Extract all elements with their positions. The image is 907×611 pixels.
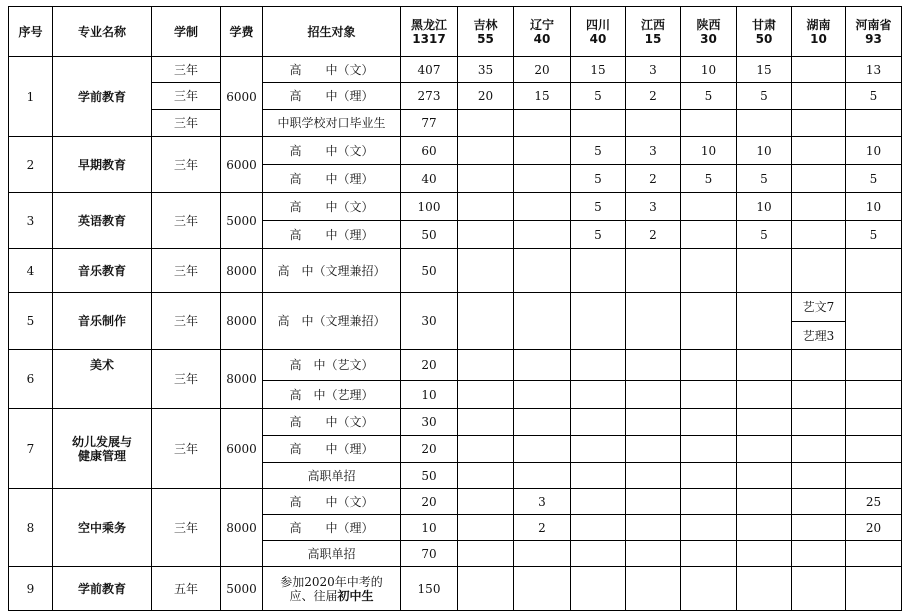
target-prefix: 应、往届 [289,588,338,603]
cell-quota [458,165,514,193]
cell-quota [846,409,902,436]
cell-quota [514,193,571,221]
cell-quota [514,381,571,409]
cell-quota [571,489,626,515]
cell-quota: 20 [514,57,571,83]
cell-quota [458,463,514,489]
cell-quota [737,463,792,489]
cell-target: 高 中（艺理） [263,381,401,409]
cell-quota: 艺文7 [792,293,846,322]
cell-major-name: 音乐教育 [53,249,152,293]
cell-quota: 20 [401,489,458,515]
cell-quota [514,137,571,165]
cell-quota: 60 [401,137,458,165]
province-name: 湖南 [806,17,831,32]
cell-quota [681,489,737,515]
cell-quota [681,409,737,436]
cell-quota: 5 [571,137,626,165]
cell-major-name: 音乐制作 [53,293,152,350]
cell-quota [626,463,681,489]
cell-major-name [53,409,152,489]
cell-length: 三年 [152,57,221,83]
cell-quota [626,249,681,293]
cell-quota [626,436,681,463]
cell-length: 三年 [152,83,221,110]
col-header-province [401,7,458,57]
cell-major-name: 空中乘务 [53,489,152,567]
cell-quota [571,541,626,567]
enrollment-table [8,6,902,611]
cell-quota [571,381,626,409]
col-header-length: 学制 [152,7,221,57]
cell-length: 三年 [152,489,221,567]
cell-quota [681,463,737,489]
cell-quota [737,541,792,567]
cell-quota [514,409,571,436]
cell-quota: 15 [514,83,571,110]
cell-quota: 10 [681,137,737,165]
cell-quota [571,293,626,350]
cell-quota: 艺理3 [792,322,846,350]
cell-quota: 35 [458,57,514,83]
cell-quota: 50 [401,221,458,249]
province-quota: 40 [589,31,607,46]
cell-quota: 3 [514,489,571,515]
cell-quota [458,293,514,350]
cell-quota [458,350,514,381]
cell-quota [458,221,514,249]
cell-quota [458,436,514,463]
table-row [9,409,902,436]
cell-major-name: 早期教育 [53,137,152,193]
table-row [9,567,902,611]
cell-quota [626,110,681,137]
province-name: 辽宁 [529,17,554,32]
cell-quota [846,567,902,611]
cell-fee: 8000 [221,249,263,293]
cell-fee: 5000 [221,567,263,611]
cell-quota [571,350,626,381]
cell-quota [792,463,846,489]
cell-quota [458,567,514,611]
cell-quota [571,409,626,436]
cell-quota [792,110,846,137]
cell-no: 7 [9,409,53,489]
cell-quota [626,350,681,381]
cell-quota [681,350,737,381]
cell-quota [681,110,737,137]
cell-quota [626,409,681,436]
cell-quota [626,567,681,611]
col-header-province [626,7,681,57]
cell-quota [458,110,514,137]
cell-quota: 3 [626,57,681,83]
cell-quota: 5 [681,165,737,193]
cell-quota [792,515,846,541]
cell-length: 五年 [152,567,221,611]
cell-target: 高 中（艺文） [263,350,401,381]
col-header-no: 序号 [9,7,53,57]
cell-target: 高 中（文） [263,489,401,515]
col-header-province [681,7,737,57]
cell-target: 高 中（理） [263,83,401,110]
cell-major-name: 美术 [53,350,152,409]
cell-quota: 5 [571,193,626,221]
cell-quota [737,110,792,137]
cell-quota [737,249,792,293]
table-row [9,137,902,165]
cell-quota [792,489,846,515]
cell-target: 高 中（文） [263,57,401,83]
cell-major-name: 学前教育 [53,567,152,611]
cell-fee: 6000 [221,409,263,489]
cell-target: 高 中（理） [263,515,401,541]
table-row [9,489,902,515]
cell-quota: 5 [681,83,737,110]
cell-quota: 13 [846,57,902,83]
cell-quota [846,541,902,567]
cell-quota [846,249,902,293]
cell-quota: 10 [681,57,737,83]
cell-quota [681,381,737,409]
cell-target: 高职单招 [263,541,401,567]
cell-no: 2 [9,137,53,193]
cell-quota: 5 [737,221,792,249]
cell-quota [626,293,681,350]
cell-quota [514,567,571,611]
cell-quota [571,515,626,541]
cell-quota [514,436,571,463]
cell-quota [792,137,846,165]
cell-quota [792,57,846,83]
cell-quota: 5 [737,165,792,193]
cell-quota [737,350,792,381]
cell-quota: 10 [846,193,902,221]
cell-quota [792,249,846,293]
cell-target: 中职学校对口毕业生 [263,110,401,137]
col-header-province [846,7,902,57]
province-name: 四川 [585,17,610,32]
province-quota: 30 [700,31,717,46]
cell-length: 三年 [152,249,221,293]
cell-no: 1 [9,57,53,137]
cell-quota: 20 [401,436,458,463]
cell-length: 三年 [152,137,221,193]
cell-target: 高 中（文理兼招） [263,249,401,293]
cell-quota: 5 [846,165,902,193]
table-row [9,350,902,381]
cell-quota: 30 [401,409,458,436]
cell-quota: 10 [401,381,458,409]
cell-quota [514,249,571,293]
table-row [9,249,902,293]
table-row [9,293,902,322]
col-header-province [514,7,571,57]
cell-quota [681,249,737,293]
cell-quota [737,409,792,436]
cell-quota [458,409,514,436]
cell-quota: 50 [401,463,458,489]
province-quota: 40 [533,31,551,46]
province-quota: 50 [755,31,773,46]
cell-quota [458,137,514,165]
cell-quota [514,110,571,137]
cell-quota [626,541,681,567]
cell-quota [681,193,737,221]
cell-quota [626,515,681,541]
cell-quota [626,381,681,409]
cell-quota: 3 [626,193,681,221]
cell-quota: 2 [626,221,681,249]
cell-target: 高 中（理） [263,436,401,463]
cell-target: 高 中（理） [263,165,401,193]
cell-quota: 10 [737,137,792,165]
cell-quota [458,489,514,515]
cell-quota [681,515,737,541]
cell-quota: 30 [401,293,458,350]
cell-quota [571,567,626,611]
cell-quota [846,110,902,137]
cell-fee: 6000 [221,57,263,137]
cell-quota [458,193,514,221]
cell-quota: 273 [401,83,458,110]
cell-target [263,567,401,611]
table-row [9,7,902,57]
cell-quota: 5 [571,221,626,249]
cell-quota [846,350,902,381]
cell-quota: 5 [737,83,792,110]
cell-quota: 5 [846,83,902,110]
cell-quota: 150 [401,567,458,611]
cell-quota [514,541,571,567]
cell-quota: 2 [626,165,681,193]
province-name: 河南省 [855,17,892,32]
cell-quota [458,381,514,409]
cell-quota [571,110,626,137]
cell-quota [846,293,902,350]
cell-quota: 10 [737,193,792,221]
cell-quota: 20 [401,350,458,381]
cell-quota: 50 [401,249,458,293]
col-header-major: 专业名称 [53,7,152,57]
province-quota: 55 [477,31,494,46]
cell-quota: 20 [458,83,514,110]
province-name: 吉林 [473,17,498,32]
cell-quota [571,249,626,293]
cell-quota: 407 [401,57,458,83]
cell-length: 三年 [152,293,221,350]
cell-quota [792,541,846,567]
target-line [263,589,400,603]
cell-quota: 5 [571,165,626,193]
cell-fee: 5000 [221,193,263,249]
cell-quota: 77 [401,110,458,137]
cell-quota [514,350,571,381]
cell-quota [792,221,846,249]
col-header-province [458,7,514,57]
cell-target: 高职单招 [263,463,401,489]
cell-quota [626,489,681,515]
cell-quota [571,463,626,489]
cell-no: 3 [9,193,53,249]
cell-quota: 3 [626,137,681,165]
cell-quota [681,541,737,567]
cell-quota [792,165,846,193]
cell-quota: 70 [401,541,458,567]
target-bold: 初中生 [337,588,374,603]
cell-quota [792,436,846,463]
cell-quota: 40 [401,165,458,193]
cell-quota [514,293,571,350]
cell-quota [681,293,737,350]
col-header-province [737,7,792,57]
major-name-line: 幼儿发展与 [71,434,132,449]
province-name: 江西 [640,17,665,32]
cell-quota [792,193,846,221]
cell-fee: 8000 [221,293,263,350]
cell-quota [737,436,792,463]
province-name: 陕西 [696,17,721,32]
cell-quota [792,409,846,436]
cell-quota [458,541,514,567]
cell-length: 三年 [152,193,221,249]
table-row [9,193,902,221]
cell-quota [846,381,902,409]
cell-quota [792,381,846,409]
cell-quota [458,249,514,293]
cell-quota [737,293,792,350]
province-quota: 10 [810,31,827,46]
cell-quota: 15 [571,57,626,83]
province-name: 黑龙江 [410,17,447,32]
col-header-target: 招生对象 [263,7,401,57]
cell-major-name: 英语教育 [53,193,152,249]
cell-quota [846,463,902,489]
col-header-province [571,7,626,57]
cell-no: 4 [9,249,53,293]
cell-quota [846,436,902,463]
cell-fee: 8000 [221,489,263,567]
cell-quota [514,463,571,489]
cell-quota [792,350,846,381]
cell-quota: 5 [571,83,626,110]
cell-target: 高 中（理） [263,221,401,249]
cell-quota: 5 [846,221,902,249]
cell-quota [681,567,737,611]
cell-quota [737,567,792,611]
cell-quota [737,489,792,515]
cell-quota [514,221,571,249]
cell-major-name: 学前教育 [53,57,152,137]
cell-quota [737,515,792,541]
cell-quota [571,436,626,463]
cell-quota: 25 [846,489,902,515]
province-quota: 15 [644,31,662,46]
cell-target: 高 中（文理兼招） [263,293,401,350]
cell-quota: 15 [737,57,792,83]
cell-no: 8 [9,489,53,567]
cell-quota [458,515,514,541]
cell-quota: 100 [401,193,458,221]
table-row [9,57,902,83]
cell-quota: 10 [401,515,458,541]
cell-target: 高 中（文） [263,193,401,221]
cell-fee: 6000 [221,137,263,193]
cell-fee: 8000 [221,350,263,409]
cell-quota: 10 [846,137,902,165]
cell-length: 三年 [152,409,221,489]
province-quota: 93 [865,31,882,46]
cell-quota [737,381,792,409]
cell-quota [792,83,846,110]
cell-quota [681,436,737,463]
province-name: 甘肃 [751,17,776,32]
cell-length: 三年 [152,350,221,409]
cell-quota [514,165,571,193]
cell-no: 9 [9,567,53,611]
province-quota: 1317 [412,31,446,46]
cell-no: 6 [9,350,53,409]
cell-quota: 20 [846,515,902,541]
cell-length: 三年 [152,110,221,137]
cell-quota: 2 [626,83,681,110]
col-header-fee: 学费 [221,7,263,57]
col-header-province [792,7,846,57]
major-name-line: 健康管理 [77,448,126,463]
cell-target: 高 中（文） [263,409,401,436]
cell-no: 5 [9,293,53,350]
cell-target: 高 中（文） [263,137,401,165]
cell-quota [792,567,846,611]
target-line: 参加2020年中考的 [280,574,383,589]
cell-quota: 2 [514,515,571,541]
cell-quota [681,221,737,249]
